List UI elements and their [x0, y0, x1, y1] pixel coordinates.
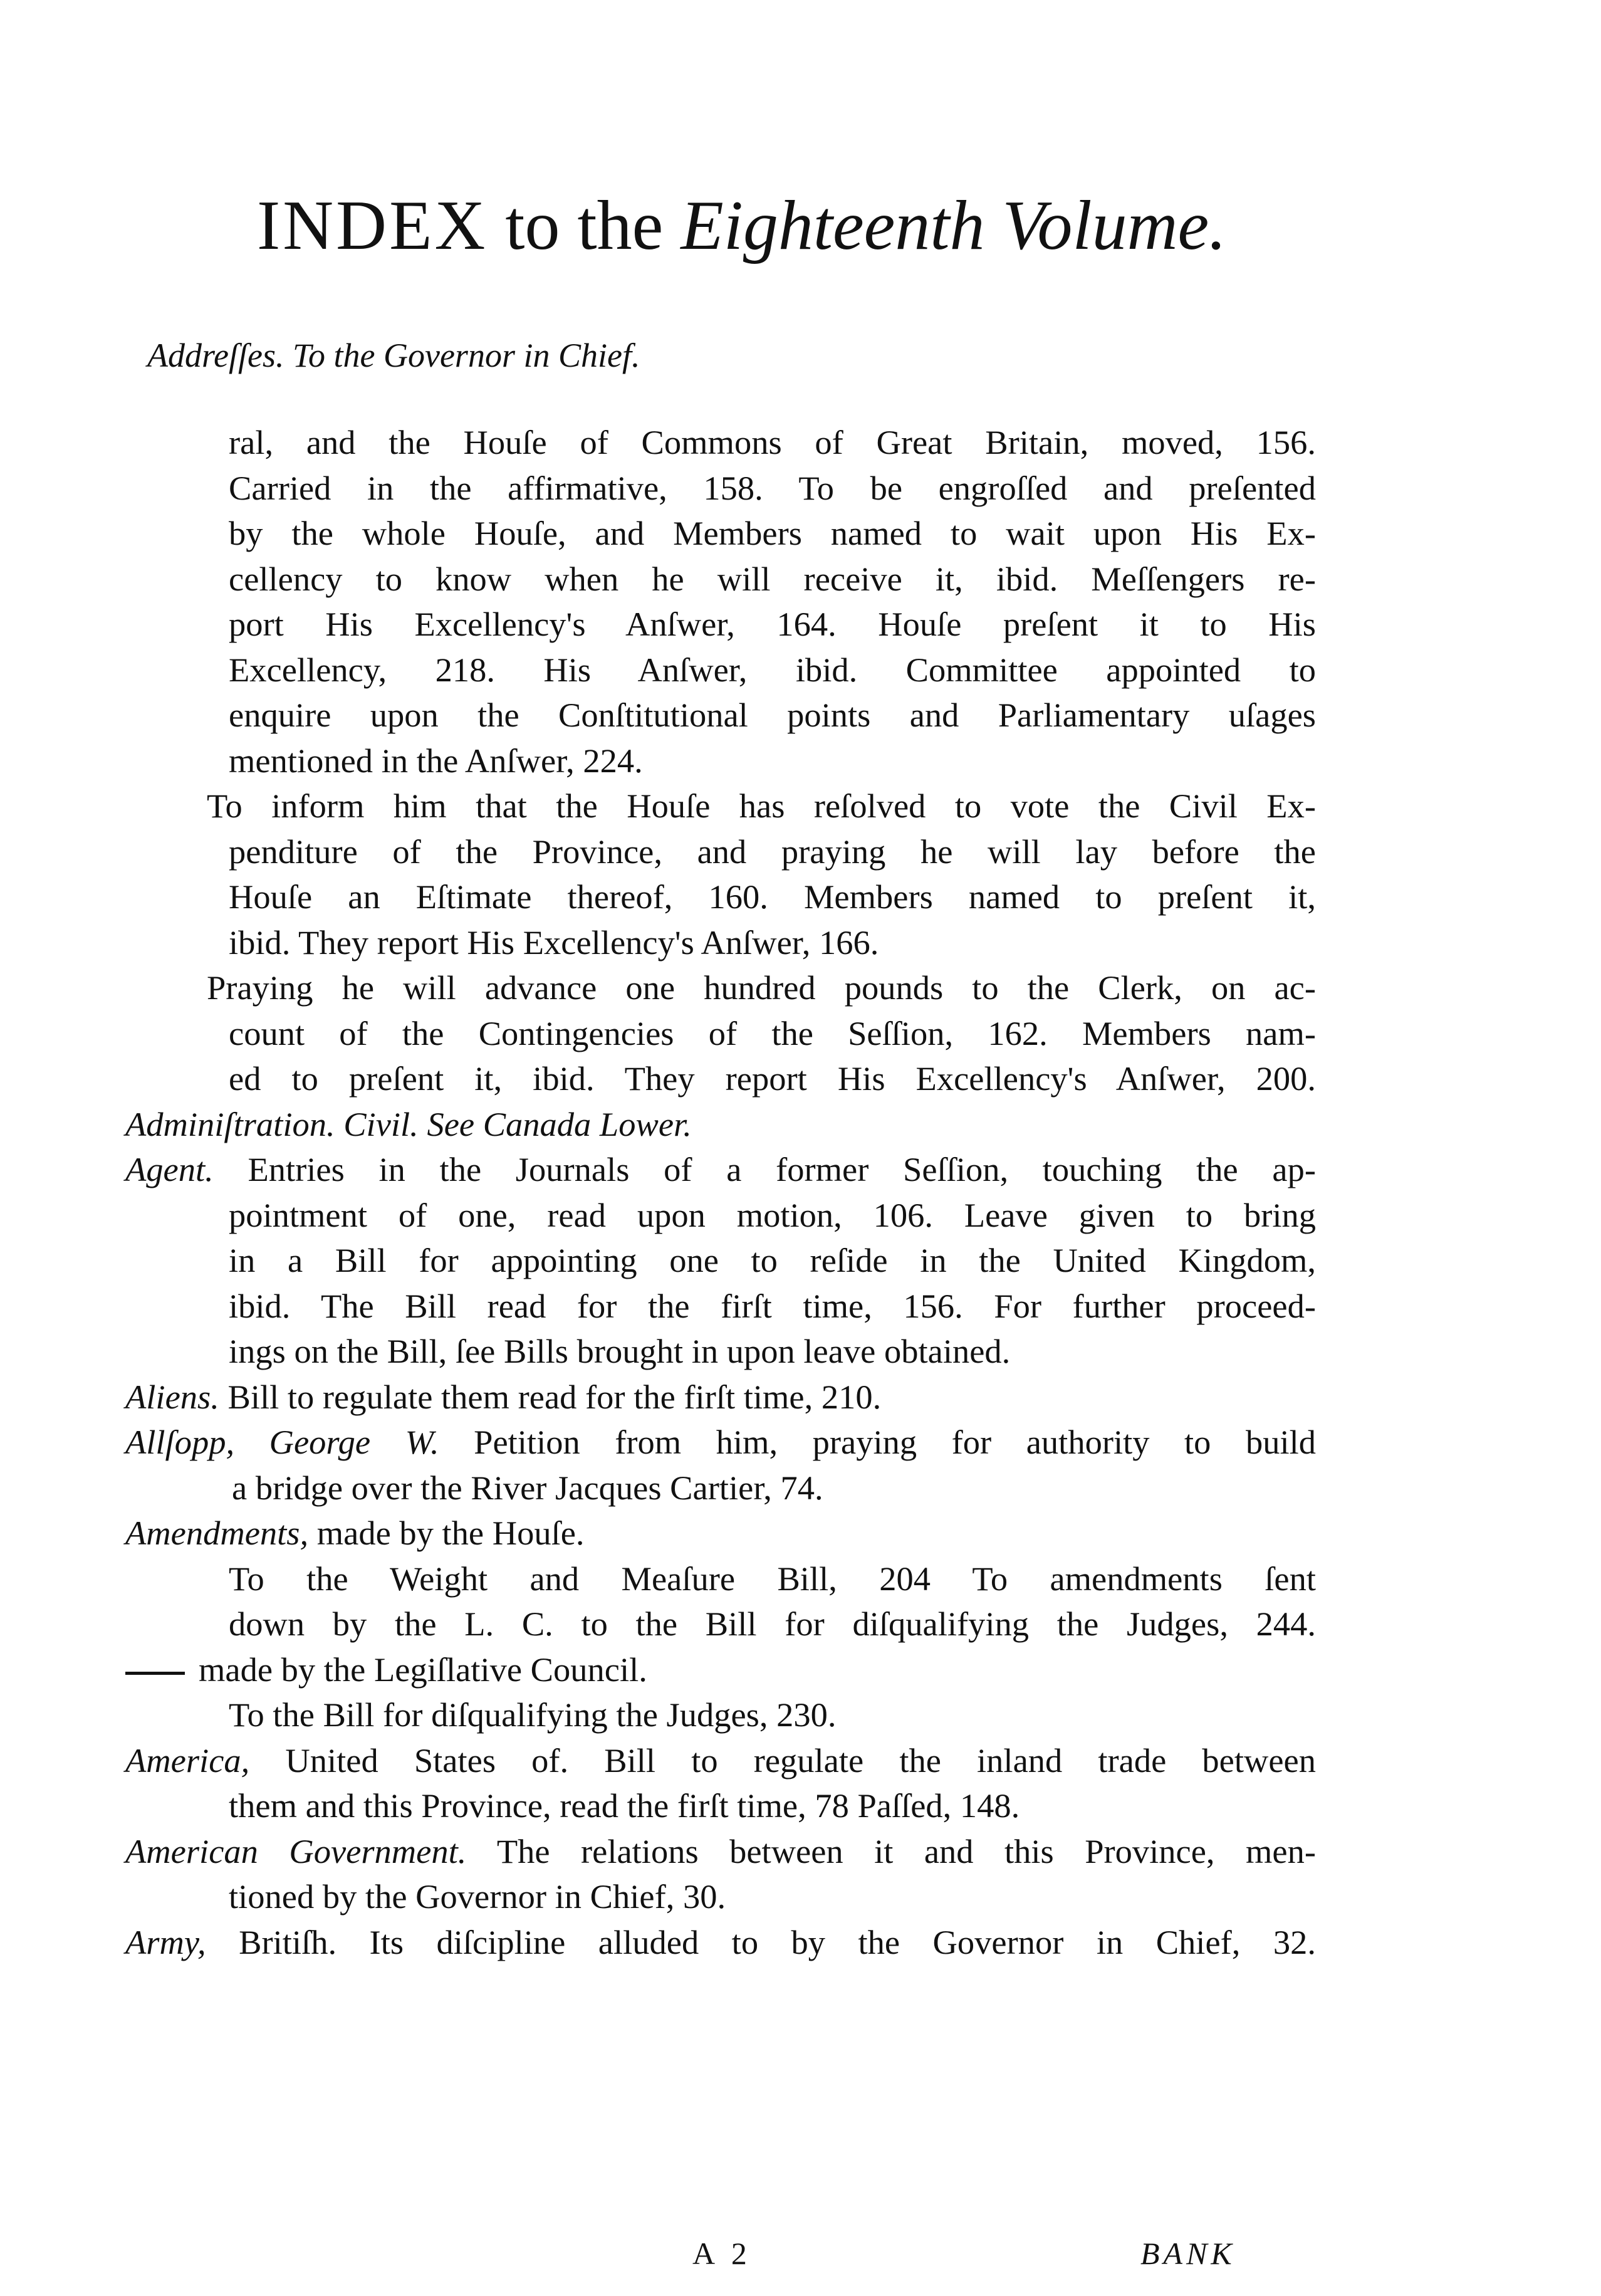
index-entry: America, United States of. Bill to regulate the inland trade between	[125, 1741, 1316, 1780]
index-line: ibid. They report His Excellency's Anſwer, 166.	[229, 923, 879, 962]
index-line: ings on the Bill, ſee Bills brought in upon leave obtained.	[229, 1332, 1011, 1370]
index-entry: Army, Britiſh. Its diſcipline alluded to by the Governor in Chief, 32.	[125, 1922, 1316, 1961]
index-entry: Allſopp, George W. Petition from him, praying for authority to build	[125, 1423, 1316, 1461]
index-line: them and this Province, read the firſt time, 78 Paſſed, 148.	[229, 1786, 1020, 1825]
index-line: penditure of the Province, and praying he will lay before the	[229, 832, 1316, 871]
index-line: down by the L. C. to the Bill for diſqualifying the Judges, 244.	[229, 1605, 1316, 1643]
index-entry: Aliens. Bill to regulate them read for the firſt time, 210.	[125, 1377, 882, 1416]
page-title	[257, 182, 1385, 270]
index-line: Excellency, 218. His Anſwer, ibid. Committee appointed to	[229, 650, 1316, 689]
index-line: To the Bill for diſqualifying the Judges, 230.	[229, 1696, 837, 1734]
index-line: ed to preſent it, ibid. They report His Excellency's Anſwer, 200.	[229, 1059, 1316, 1098]
signature-mark: A 2	[692, 2236, 752, 2271]
entry-heading: Amendments,	[125, 1514, 309, 1552]
entry-heading: American Government.	[125, 1832, 467, 1870]
dash-rule	[125, 1672, 185, 1675]
index-entry: Adminiſtration. Civil. See Canada Lower.	[125, 1104, 692, 1143]
index-line: To inform him that the Houſe has reſolved to vote the Civil Ex-	[207, 787, 1316, 825]
index-entry: Amendments, made by the Houſe.	[125, 1514, 585, 1552]
entry-heading: America,	[125, 1741, 250, 1780]
index-body	[125, 420, 1316, 1965]
title-volume: Eighteenth Volume.	[681, 187, 1227, 265]
catchword: BANK	[1140, 2236, 1236, 2271]
entry-heading: Agent.	[125, 1150, 214, 1188]
index-line: Carried in the affirmative, 158. To be engroſſed and preſented	[229, 468, 1316, 507]
index-line: pointment of one, read upon motion, 106. Leave given to bring	[229, 1195, 1316, 1234]
entry-heading: Army,	[125, 1922, 206, 1961]
title-index-word: INDEX	[257, 187, 488, 265]
index-line: by the whole Houſe, and Members named to wait upon His Ex-	[229, 514, 1316, 552]
entry-heading: Allſopp, George W.	[125, 1423, 439, 1461]
index-line: ibid. The Bill read for the firſt time, 156. For further proceed-	[229, 1286, 1316, 1325]
entry-heading: Adminiſtration. Civil.	[125, 1104, 419, 1143]
index-line: in a Bill for appointing one to reſide in the United Kingdom,	[229, 1241, 1316, 1279]
entry-heading: Aliens.	[125, 1377, 219, 1416]
index-line: To the Weight and Meaſure Bill, 204 To amendments ſent	[229, 1559, 1316, 1598]
index-line: ral, and the Houſe of Commons of Great Britain, moved, 156.	[229, 423, 1316, 461]
index-entry: American Government. The relations between it and this Province, men-	[125, 1832, 1316, 1870]
index-line: made by the Legiſlative Council.	[125, 1647, 1316, 1693]
index-line: enquire upon the Conſtitutional points and Parliamentary uſages	[229, 696, 1316, 734]
running-header: Addreſſes. To the Governor in Chief.	[147, 337, 640, 374]
index-line: cellency to know when he will receive it, ibid. Meſſengers re-	[229, 559, 1316, 598]
index-entry: Agent. Entries in the Journals of a former Seſſion, touching the ap-	[125, 1150, 1317, 1188]
index-line: port His Excellency's Anſwer, 164. Houſe preſent it to His	[229, 605, 1316, 643]
title-connective: to the	[505, 187, 664, 265]
index-line: count of the Contingencies of the Seſſion, 162. Members nam-	[229, 1014, 1316, 1052]
index-line: a bridge over the River Jacques Cartier, 74.	[232, 1468, 823, 1507]
index-line: mentioned in the Anſwer, 224.	[229, 741, 643, 780]
index-line: Praying he will advance one hundred pounds to the Clerk, on ac-	[207, 968, 1316, 1007]
index-line: Houſe an Eſtimate thereof, 160. Members named to preſent it,	[229, 878, 1316, 916]
index-line: tioned by the Governor in Chief, 30.	[229, 1877, 726, 1916]
